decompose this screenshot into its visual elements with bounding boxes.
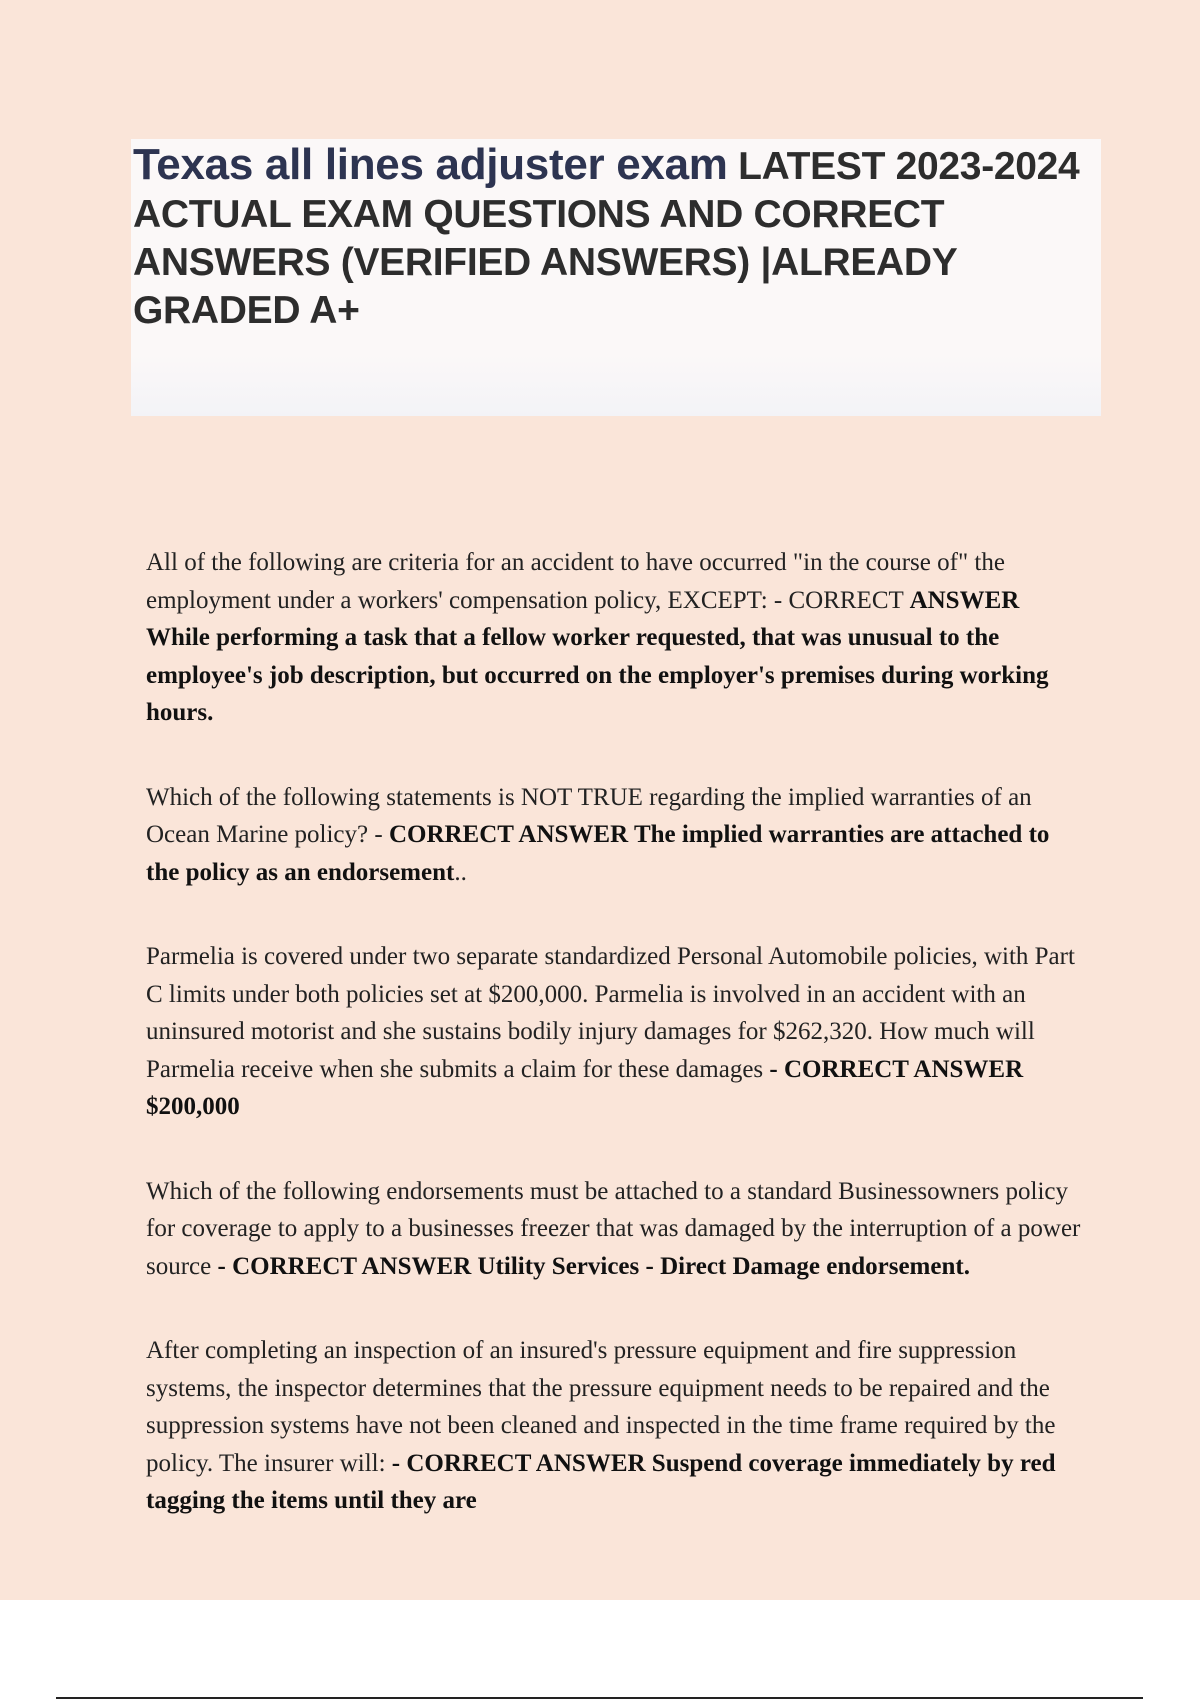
answer-label: CORRECT ANSWER (388, 821, 629, 848)
qa-item (146, 779, 1086, 892)
qa-list (146, 544, 1086, 1567)
qa-item (146, 1173, 1086, 1286)
answer-separator: - CORRECT (767, 586, 910, 614)
answer-text: While performing a task that a fellow worker requested, that was unusual to the employee's job description, but occurred on the employer's premises during working hours. (146, 624, 1049, 726)
answer-separator: - (368, 821, 389, 848)
answer-text: Suspend coverage immediately by red tagging the items until they are (146, 1449, 1056, 1514)
question-text: Parmelia is covered under two separate standardized Personal Automobile policies, with Part C limits under both policies set at $200,000. Parmelia is involved in an accident with an uninsured motorist and she sustains bodily injury damages for $262,320. How much will Parmelia receive when she submits a claim for these damages (146, 943, 1075, 1083)
answer-text: The implied warranties are attached to the policy as an endorsement (146, 821, 1050, 886)
answer-text: $200,000 (146, 1093, 240, 1120)
qa-item (146, 544, 1086, 732)
answer-label: ANSWER (909, 586, 1020, 614)
title-lead: Texas all lines adjuster exam (133, 140, 728, 189)
answer-label: - CORRECT ANSWER (769, 1055, 1024, 1083)
footer-rule (56, 1697, 1143, 1699)
qa-item (146, 938, 1086, 1126)
title-rest: LATEST 2023-2024 ACTUAL EXAM QUESTIONS AND CORRECT ANSWERS (VERIFIED ANSWERS) |ALREADY GRADED A+ (133, 145, 1080, 332)
answer-label: - CORRECT ANSWER (391, 1449, 646, 1477)
question-text: Which of the following endorsements must be attached to a standard Businessowners policy for coverage to apply to a businesses freezer that was damaged by the interruption of a power source (146, 1177, 1081, 1280)
document-title (133, 141, 1101, 335)
qa-item (146, 1332, 1086, 1520)
question-text: Which of the following statements is NOT TRUE regarding the implied warranties of an Ocean Marine policy? (146, 783, 1032, 848)
question-text: All of the following are criteria for an accident to have occurred "in the course of" the employment under a workers' compensation policy, EXCEPT: (146, 549, 1005, 614)
answer-label: - CORRECT ANSWER (217, 1252, 472, 1280)
question-text: After completing an inspection of an insured's pressure equipment and fire suppression systems, the inspector determines that the pressure equipment needs to be repaired and the suppression systems have not been cleaned and inspected in the time frame required by the policy. The insurer will: (146, 1337, 1056, 1477)
answer-trailing: .. (454, 858, 467, 886)
title-box (131, 139, 1101, 416)
answer-text: Utility Services - Direct Damage endorsement. (471, 1252, 970, 1280)
